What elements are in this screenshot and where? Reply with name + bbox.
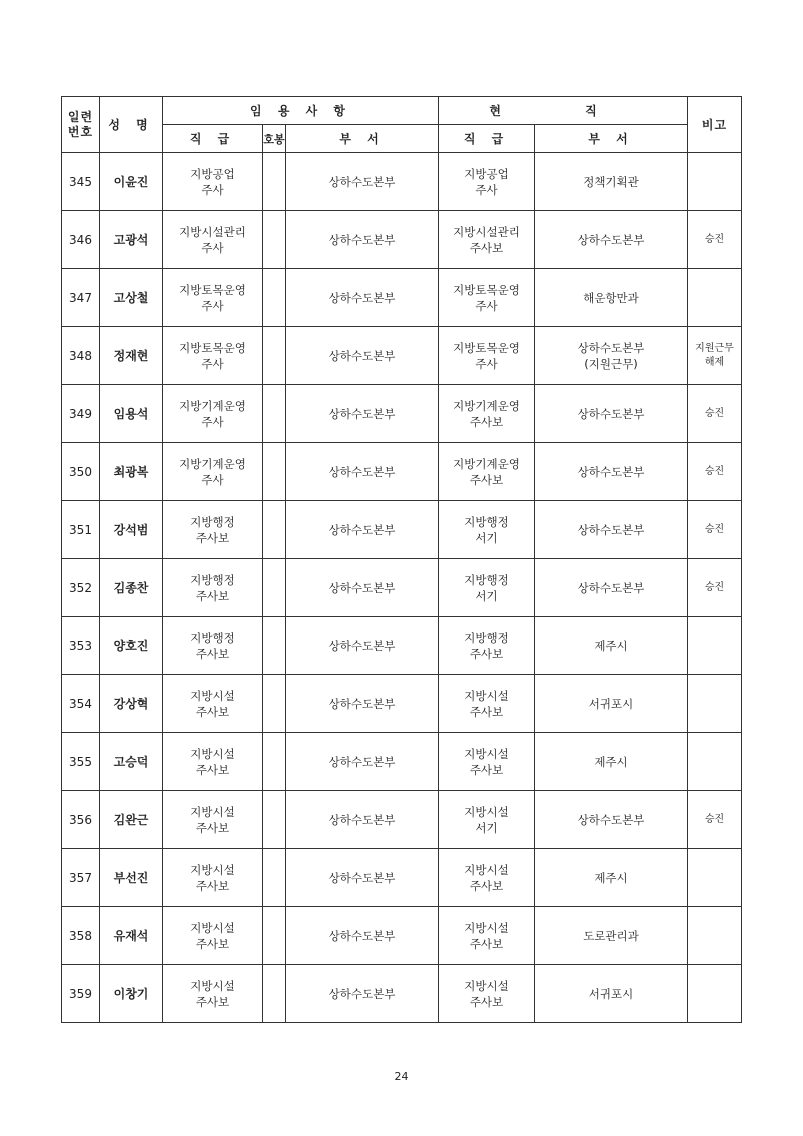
header-current: 현 직 <box>439 97 688 125</box>
current-rank-line: 지방토목운영 <box>453 282 520 297</box>
appointment-rank-line: 주사보 <box>195 878 230 893</box>
current-rank <box>439 501 535 559</box>
row-number: 353 <box>62 617 100 675</box>
remark-line: 승진 <box>704 465 725 477</box>
row-number: 351 <box>62 501 100 559</box>
current-department <box>535 385 688 443</box>
appointment-rank <box>163 443 263 501</box>
person-name: 이창기 <box>100 965 163 1023</box>
person-name: 유재석 <box>100 907 163 965</box>
table-row <box>62 385 742 443</box>
appointment-table <box>61 96 742 1023</box>
current-department <box>535 617 688 675</box>
appointment-step <box>263 675 286 733</box>
appointment-department: 상하수도본부 <box>286 849 439 907</box>
person-name: 양호진 <box>100 617 163 675</box>
current-department-line: 제주시 <box>594 870 628 885</box>
appointment-department: 상하수도본부 <box>286 501 439 559</box>
appointment-rank-line: 지방토목운영 <box>179 282 246 297</box>
remark <box>688 443 742 501</box>
appointment-rank <box>163 965 263 1023</box>
current-rank-line: 주사 <box>475 356 498 371</box>
current-department-line: (지원근무) <box>584 356 638 371</box>
row-number: 354 <box>62 675 100 733</box>
current-rank-line: 지방시설 <box>464 862 509 877</box>
row-number: 346 <box>62 211 100 269</box>
remark <box>688 675 742 733</box>
table-row <box>62 327 742 385</box>
current-rank <box>439 849 535 907</box>
appointment-rank <box>163 617 263 675</box>
appointment-rank-line: 지방시설 <box>190 804 235 819</box>
person-name: 고승덕 <box>100 733 163 791</box>
current-rank <box>439 733 535 791</box>
current-department-line: 해운항만과 <box>583 290 639 305</box>
remark <box>688 269 742 327</box>
table-row <box>62 733 742 791</box>
current-department <box>535 965 688 1023</box>
remark-line: 승진 <box>704 233 725 245</box>
current-department <box>535 849 688 907</box>
appointment-step <box>263 443 286 501</box>
remark <box>688 501 742 559</box>
current-rank-line: 지방행정 <box>464 630 509 645</box>
current-department <box>535 733 688 791</box>
appointment-step <box>263 327 286 385</box>
current-rank <box>439 385 535 443</box>
current-department-line: 상하수도본부 <box>577 812 645 827</box>
appointment-rank <box>163 501 263 559</box>
person-name: 이윤진 <box>100 153 163 211</box>
appointment-step <box>263 733 286 791</box>
remark <box>688 791 742 849</box>
current-rank-line: 주사보 <box>469 936 504 951</box>
current-rank-line: 지방시설 <box>464 688 509 703</box>
current-rank-line: 지방시설 <box>464 804 509 819</box>
row-number: 350 <box>62 443 100 501</box>
appointment-step <box>263 791 286 849</box>
appointment-rank <box>163 385 263 443</box>
table-row <box>62 153 742 211</box>
appointment-rank <box>163 849 263 907</box>
remark-line: 해제 <box>704 356 725 368</box>
appointment-department: 상하수도본부 <box>286 559 439 617</box>
current-rank-line: 지방토목운영 <box>453 340 520 355</box>
appointment-rank-line: 지방공업 <box>190 166 235 181</box>
table-row <box>62 849 742 907</box>
appointment-rank-line: 주사 <box>201 472 224 487</box>
appointment-step <box>263 965 286 1023</box>
appointment-rank <box>163 791 263 849</box>
row-number: 355 <box>62 733 100 791</box>
current-rank-line: 지방시설관리 <box>453 224 520 239</box>
current-rank <box>439 617 535 675</box>
appointment-rank <box>163 211 263 269</box>
row-number: 348 <box>62 327 100 385</box>
appointment-rank <box>163 733 263 791</box>
current-department-line: 서귀포시 <box>588 986 634 1001</box>
current-rank-line: 주사보 <box>469 878 504 893</box>
header-remark: 비고 <box>688 97 742 153</box>
remark-line: 승진 <box>704 581 725 593</box>
appointment-rank-line: 지방시설 <box>190 978 235 993</box>
appointment-department: 상하수도본부 <box>286 675 439 733</box>
current-department <box>535 269 688 327</box>
current-rank-line: 주사보 <box>469 994 504 1009</box>
current-department-line: 제주시 <box>594 754 628 769</box>
appointment-department: 상하수도본부 <box>286 907 439 965</box>
remark <box>688 907 742 965</box>
appointment-rank-line: 지방시설관리 <box>179 224 246 239</box>
row-number: 345 <box>62 153 100 211</box>
appointment-department: 상하수도본부 <box>286 965 439 1023</box>
remark <box>688 965 742 1023</box>
header-no <box>62 97 100 153</box>
current-department <box>535 675 688 733</box>
person-name: 고상철 <box>100 269 163 327</box>
appointment-rank-line: 주사보 <box>195 762 230 777</box>
header-appt-dept: 부 서 <box>286 125 439 153</box>
current-rank-line: 주사보 <box>469 762 504 777</box>
header-cur-dept: 부 서 <box>535 125 688 153</box>
current-department <box>535 791 688 849</box>
current-department-line: 서귀포시 <box>588 696 634 711</box>
appointment-department: 상하수도본부 <box>286 733 439 791</box>
current-department <box>535 907 688 965</box>
appointment-rank-line: 지방시설 <box>190 746 235 761</box>
person-name: 최광복 <box>100 443 163 501</box>
current-department-line: 상하수도본부 <box>577 580 645 595</box>
table-row <box>62 791 742 849</box>
table-row <box>62 907 742 965</box>
appointment-step <box>263 153 286 211</box>
current-department <box>535 211 688 269</box>
appointment-step <box>263 559 286 617</box>
current-department-line: 상하수도본부 <box>577 340 645 355</box>
remark-line: 승진 <box>704 407 725 419</box>
row-number: 359 <box>62 965 100 1023</box>
appointment-rank-line: 주사보 <box>195 994 230 1009</box>
current-rank-line: 주사보 <box>469 704 504 719</box>
current-rank <box>439 907 535 965</box>
current-rank <box>439 443 535 501</box>
header-no-line2: 번호 <box>67 124 94 139</box>
current-department-line: 제주시 <box>594 638 628 653</box>
person-name: 김완근 <box>100 791 163 849</box>
appointment-rank-line: 지방기계운영 <box>179 456 246 471</box>
appointment-rank-line: 주사 <box>201 298 224 313</box>
header-appointment: 임 용 사 항 <box>163 97 439 125</box>
remark <box>688 849 742 907</box>
appointment-rank <box>163 269 263 327</box>
appointment-rank-line: 주사보 <box>195 646 230 661</box>
table-row <box>62 559 742 617</box>
row-number: 347 <box>62 269 100 327</box>
appointment-department: 상하수도본부 <box>286 385 439 443</box>
table-row <box>62 501 742 559</box>
table-row <box>62 211 742 269</box>
appointment-rank-line: 지방시설 <box>190 920 235 935</box>
appointment-rank-line: 주사보 <box>195 588 230 603</box>
appointment-step <box>263 211 286 269</box>
appointment-department: 상하수도본부 <box>286 791 439 849</box>
appointment-rank <box>163 675 263 733</box>
appointment-rank-line: 주사보 <box>195 820 230 835</box>
remark-line: 지원근무 <box>695 342 734 354</box>
appointment-rank-line: 주사보 <box>195 530 230 545</box>
appointment-rank-line: 주사보 <box>195 936 230 951</box>
appointment-rank <box>163 327 263 385</box>
current-rank-line: 서기 <box>475 530 498 545</box>
current-rank-line: 지방기계운영 <box>453 456 520 471</box>
current-rank-line: 지방기계운영 <box>453 398 520 413</box>
appointment-step <box>263 617 286 675</box>
current-rank-line: 주사보 <box>469 240 504 255</box>
person-name: 고광석 <box>100 211 163 269</box>
current-rank-line: 지방공업 <box>464 166 509 181</box>
person-name: 임용석 <box>100 385 163 443</box>
remark-line: 승진 <box>704 523 725 535</box>
remark <box>688 153 742 211</box>
table-row <box>62 269 742 327</box>
current-department <box>535 327 688 385</box>
appointment-step <box>263 501 286 559</box>
current-department-line: 정책기획관 <box>583 174 639 189</box>
current-rank-line: 지방행정 <box>464 572 509 587</box>
remark <box>688 211 742 269</box>
current-rank <box>439 269 535 327</box>
current-department <box>535 559 688 617</box>
person-name: 부선진 <box>100 849 163 907</box>
person-name: 김종찬 <box>100 559 163 617</box>
appointment-rank-line: 주사 <box>201 182 224 197</box>
current-rank <box>439 559 535 617</box>
row-number: 352 <box>62 559 100 617</box>
header-cur-rank: 직 급 <box>439 125 535 153</box>
current-rank-line: 지방행정 <box>464 514 509 529</box>
current-rank-line: 서기 <box>475 820 498 835</box>
current-rank-line: 주사보 <box>469 414 504 429</box>
appointment-rank-line: 주사보 <box>195 704 230 719</box>
current-rank <box>439 153 535 211</box>
current-rank-line: 지방시설 <box>464 920 509 935</box>
header-name: 성 명 <box>100 97 163 153</box>
current-rank-line: 주사보 <box>469 472 504 487</box>
appointment-step <box>263 269 286 327</box>
appointment-rank-line: 지방행정 <box>190 630 235 645</box>
current-rank <box>439 327 535 385</box>
header-appt-rank: 직 급 <box>163 125 263 153</box>
row-number: 358 <box>62 907 100 965</box>
current-rank <box>439 965 535 1023</box>
appointment-rank-line: 주사 <box>201 240 224 255</box>
row-number: 349 <box>62 385 100 443</box>
table-row <box>62 965 742 1023</box>
appointment-rank-line: 지방행정 <box>190 514 235 529</box>
remark-line: 승진 <box>704 813 725 825</box>
table-header <box>62 97 742 153</box>
table-body <box>62 153 742 1023</box>
appointment-rank <box>163 559 263 617</box>
appointment-step <box>263 849 286 907</box>
current-department <box>535 501 688 559</box>
appointment-department: 상하수도본부 <box>286 211 439 269</box>
table-row <box>62 675 742 733</box>
person-name: 강상혁 <box>100 675 163 733</box>
current-rank-line: 주사 <box>475 298 498 313</box>
current-rank-line: 서기 <box>475 588 498 603</box>
appointment-rank-line: 주사 <box>201 356 224 371</box>
appointment-department: 상하수도본부 <box>286 327 439 385</box>
appointment-step <box>263 907 286 965</box>
appointment-department: 상하수도본부 <box>286 443 439 501</box>
header-no-line1: 일련 <box>67 109 94 124</box>
table-row <box>62 443 742 501</box>
current-department-line: 상하수도본부 <box>577 464 645 479</box>
remark <box>688 327 742 385</box>
appointment-rank-line: 지방시설 <box>190 688 235 703</box>
appointment-rank-line: 지방행정 <box>190 572 235 587</box>
header-appt-step: 호봉 <box>263 125 286 153</box>
current-rank <box>439 675 535 733</box>
page-number: 24 <box>394 1070 409 1083</box>
appointment-rank-line: 지방토목운영 <box>179 340 246 355</box>
current-rank-line: 지방시설 <box>464 978 509 993</box>
current-department <box>535 153 688 211</box>
remark <box>688 385 742 443</box>
current-rank-line: 주사보 <box>469 646 504 661</box>
appointment-rank <box>163 907 263 965</box>
appointment-department: 상하수도본부 <box>286 617 439 675</box>
appointment-rank-line: 지방기계운영 <box>179 398 246 413</box>
appointment-department: 상하수도본부 <box>286 153 439 211</box>
remark <box>688 559 742 617</box>
appointment-rank <box>163 153 263 211</box>
person-name: 강석범 <box>100 501 163 559</box>
remark <box>688 733 742 791</box>
current-department-line: 상하수도본부 <box>577 232 645 247</box>
current-rank <box>439 791 535 849</box>
current-department-line: 상하수도본부 <box>577 406 645 421</box>
appointment-department: 상하수도본부 <box>286 269 439 327</box>
current-rank <box>439 211 535 269</box>
appointment-rank-line: 주사 <box>201 414 224 429</box>
table-row <box>62 617 742 675</box>
row-number: 356 <box>62 791 100 849</box>
current-department-line: 도로관리과 <box>583 928 639 943</box>
appointment-step <box>263 385 286 443</box>
person-name: 정재현 <box>100 327 163 385</box>
current-department-line: 상하수도본부 <box>577 522 645 537</box>
current-department <box>535 443 688 501</box>
appointment-rank-line: 지방시설 <box>190 862 235 877</box>
current-rank-line: 지방시설 <box>464 746 509 761</box>
row-number: 357 <box>62 849 100 907</box>
current-rank-line: 주사 <box>475 182 498 197</box>
remark <box>688 617 742 675</box>
